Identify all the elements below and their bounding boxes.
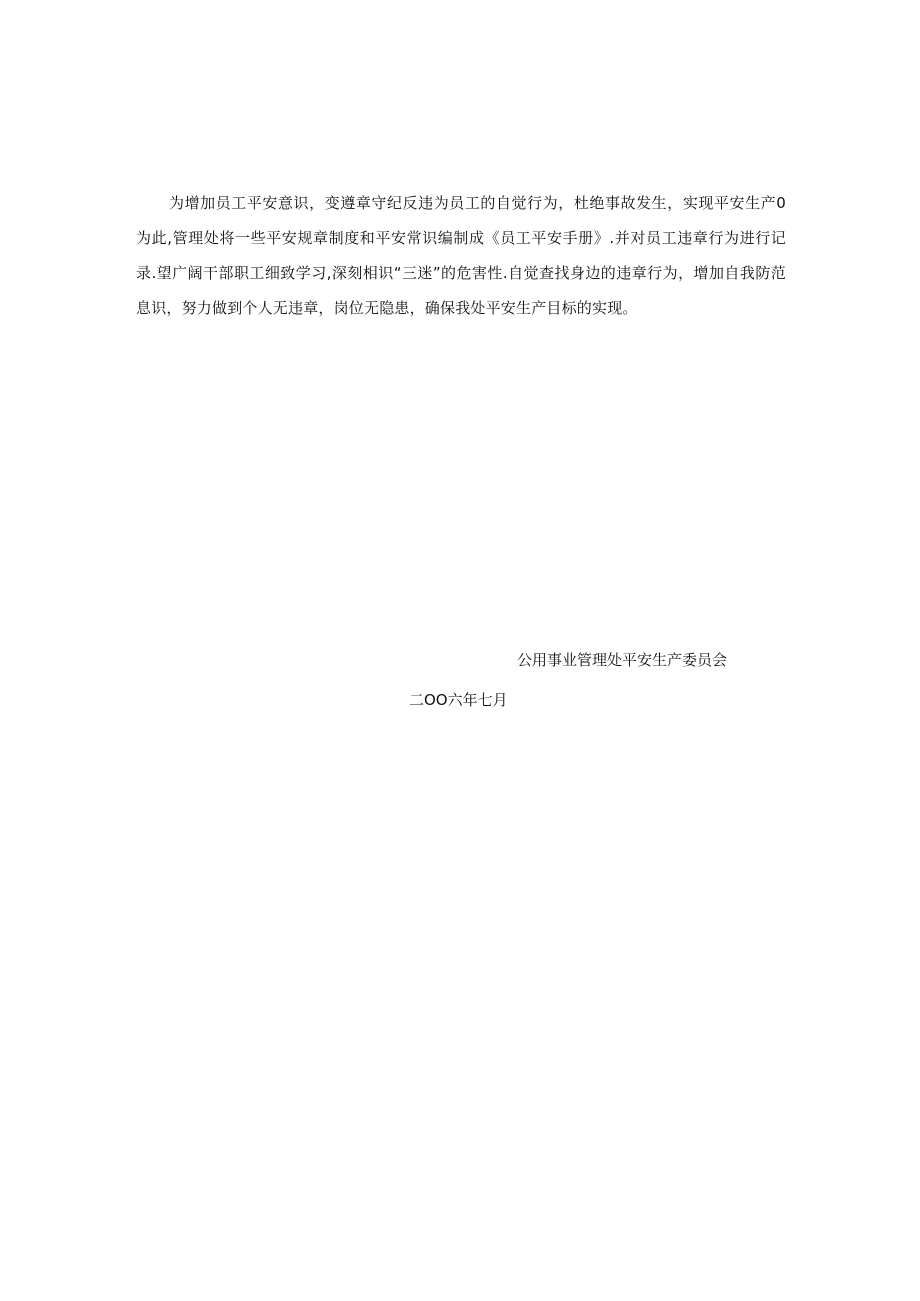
issue-date: 二OO六年七月 (409, 691, 508, 709)
body-paragraph: 为增加员工平安意识，变遵章守纪反违为员工的自觉行为，杜绝事故发生，实现平安生产0为此,管理处将一些平安规章制度和平安常识编制成《员工平安手册》.并对员工违章行为进行记录.望广阔干部职工细致学习,深刻相识“三迷”的危害性.自觉查找身边的违章行为，增加自我防范息识，努力做到个人无违章，岗位无隐患，确保我处平安生产目标的实现。 (136, 194, 786, 317)
issuer-signature: 公用事业管理处平安生产委员会 (517, 651, 728, 669)
